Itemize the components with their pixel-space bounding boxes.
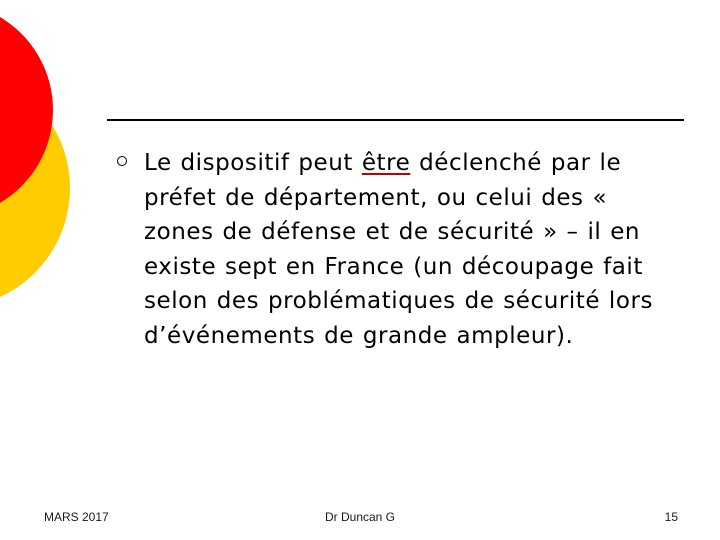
bullet-text-part1: Le dispositif peut <box>144 150 362 176</box>
footer-date: MARS 2017 <box>44 510 109 524</box>
title-divider-line <box>107 119 684 121</box>
bullet-circle-icon <box>117 156 127 166</box>
bullet-text <box>144 146 684 353</box>
footer-page-number: 15 <box>664 510 678 524</box>
bullet-text-part2: déclenché par le préfet de département, ou celui des « zones de défense et de sécurité » – il en existe sept en France (un découpage fait selon des problématiques de sécurité lors d’événements de grande ampleur). <box>144 150 654 349</box>
footer-author: Dr Duncan G <box>324 510 396 524</box>
underlined-word: être <box>361 150 411 176</box>
